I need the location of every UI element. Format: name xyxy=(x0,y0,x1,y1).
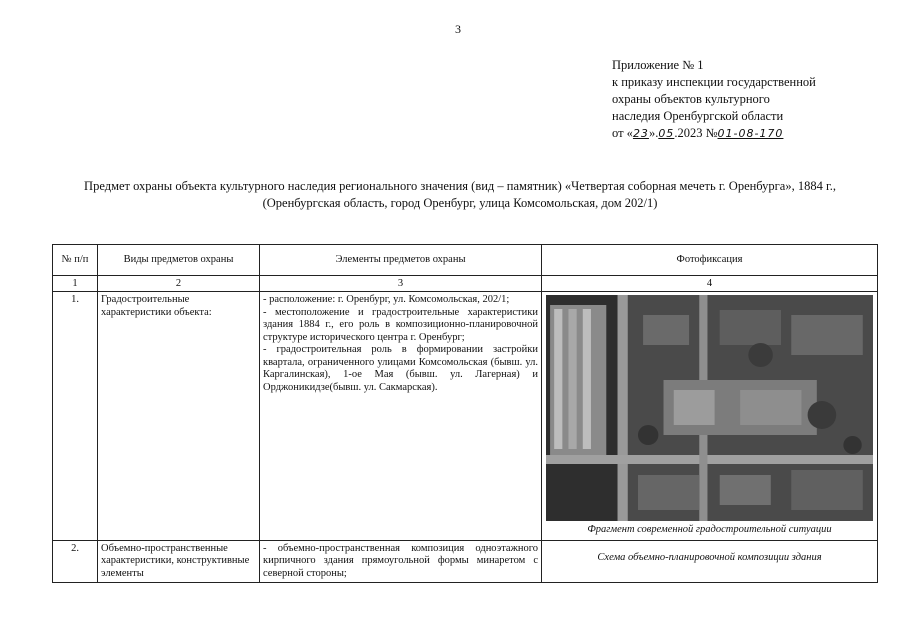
appendix-date-line xyxy=(612,125,816,142)
date-year: .2023 xyxy=(674,126,703,140)
protection-type: Градостроительные характеристики объекта: xyxy=(98,292,260,541)
number-prefix: № xyxy=(705,126,718,140)
table-row xyxy=(53,540,878,583)
order-number: 01-08-170 xyxy=(717,127,784,140)
appendix-block xyxy=(612,57,816,142)
document-title: Предмет охраны объекта культурного наследия регионального значения (вид – памятник) «Четвертая соборная мечеть г. Оренбурга», 1884 г., (Оренбургская область, город Оренбург, улица Комсомольская, дом 202/1) xyxy=(84,179,836,210)
header-photo: Фотофиксация xyxy=(542,245,878,276)
aerial-photo xyxy=(546,295,873,521)
column-number: 3 xyxy=(260,276,542,292)
column-number: 2 xyxy=(98,276,260,292)
photo-cell xyxy=(542,540,878,583)
header-num: № п/п xyxy=(53,245,98,276)
appendix-title: Приложение № 1 xyxy=(612,58,704,72)
appendix-line: к приказу инспекции государственной xyxy=(612,75,816,89)
protection-elements: - объемно-пространственная композиция одноэтажного кирпичного здания прямоугольной формы минаретом с северной стороны; xyxy=(260,540,542,583)
date-prefix: от « xyxy=(612,126,633,140)
page-number: 3 xyxy=(455,22,461,36)
photo-caption: Фрагмент современной градостроительной ситуации xyxy=(587,524,832,535)
row-number: 2. xyxy=(53,540,98,583)
row-number: 1. xyxy=(53,292,98,541)
appendix-line: наследия Оренбургской области xyxy=(612,109,784,123)
column-number-row xyxy=(53,276,878,292)
table-row xyxy=(53,292,878,541)
date-mid: ». xyxy=(648,126,659,140)
photo-cell xyxy=(542,292,878,541)
protection-type: Объемно-пространственные характеристики, конструктивные элементы xyxy=(98,540,260,583)
header-elements: Элементы предметов охраны xyxy=(260,245,542,276)
date-month: 05 xyxy=(658,127,675,140)
appendix-line: охраны объектов культурного xyxy=(612,92,770,106)
date-day: 23 xyxy=(632,127,649,140)
table-header-row xyxy=(53,245,878,276)
photo-caption: Схема объемно-планировочной композиции здания xyxy=(597,551,822,563)
header-type: Виды предметов охраны xyxy=(98,245,260,276)
column-number: 1 xyxy=(53,276,98,292)
column-number: 4 xyxy=(542,276,878,292)
protection-elements: - расположение: г. Оренбург, ул. Комсомольская, 202/1; - местоположение и градостроительные характеристики здания 1884 г., его роль в композиционно-планировочной структуре исторического центра г. Оренбург; - градостроительная роль в формировании застройки квартала, ограниченного улицами Комсомольская (бывш. ул. Каргалинская), 1-ое Мая (бывш. ул. Лагерная) и Орджоникидзе(бывш. ул. Сакмарская). xyxy=(260,292,542,541)
protection-table xyxy=(52,244,878,583)
